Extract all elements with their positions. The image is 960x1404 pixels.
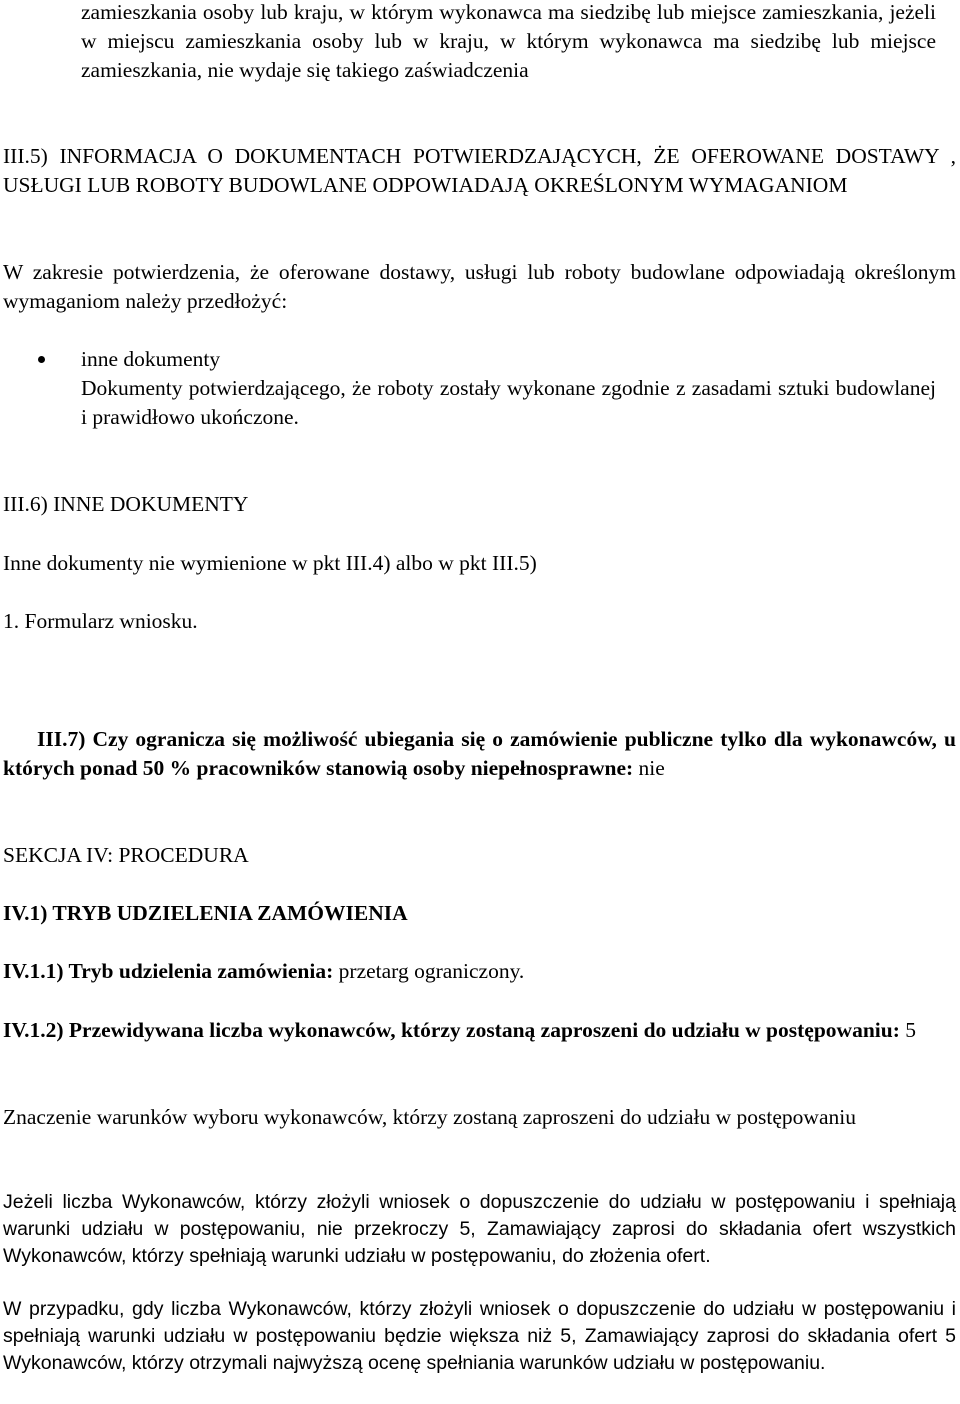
section-4-1-heading: IV.1) TRYB UDZIELENIA ZAMÓWIENIA [3, 901, 408, 925]
bullet-text: Dokumenty potwierdzającego, że roboty zostały wykonane zgodnie z zasadami sztuki budowlanej i prawidłowo ukończone. [81, 376, 936, 429]
section-3-6-heading: III.6) INNE DOKUMENTY [3, 492, 249, 516]
section-4-1-2-value: 5 [905, 1018, 916, 1042]
section-3-7-answer: nie [638, 756, 665, 780]
section-3-5-intro: W zakresie potwierdzenia, że oferowane dostawy, usługi lub roboty budowlane odpowiadają określonym wymaganiom należy przedłożyć: [3, 260, 956, 313]
section-4-1-1-label: IV.1.1) Tryb udzielenia zamówienia: [3, 959, 334, 983]
section-4-1-2 [3, 1016, 956, 1045]
section-3-5-heading: III.5) INFORMACJA O DOKUMENTACH POTWIERDZAJĄCYCH, ŻE OFEROWANE DOSTAWY , USŁUGI LUB ROBOTY BUDOWLANE ODPOWIADAJĄ OKREŚLONYM WYMAGANIOM [3, 144, 956, 197]
section-4-1-2-label: IV.1.2) Przewidywana liczba wykonawców, którzy zostaną zaproszeni do udziału w postępowaniu: [3, 1018, 900, 1042]
criteria-heading: Znaczenie warunków wyboru wykonawców, którzy zostaną zaproszeni do udziału w postępowaniu [3, 1105, 856, 1129]
section-3-6-line2: 1. Formularz wniosku. [3, 609, 198, 633]
intro-paragraph: zamieszkania osoby lub kraju, w którym wykonawca ma siedzibę lub miejsce zamieszkania, jeżeli w miejscu zamieszkania osoby lub w kraju, w którym wykonawca ma siedzibę lub miejsce zamieszkania, nie wydaje się takiego zaświadczenia [81, 0, 936, 82]
section-3-7-question: III.7) Czy ogranicza się możliwość ubiegania się o zamówienie publiczne tylko dla wykonawców, u których ponad 50 % pracowników stanowią osoby niepełnosprawne: [3, 727, 956, 780]
section-3-6-line1: Inne dokumenty nie wymienione w pkt III.4) albo w pkt III.5) [3, 551, 537, 575]
section-3-7 [3, 725, 956, 783]
criteria-paragraph-1: Jeżeli liczba Wykonawców, którzy złożyli wniosek o dopuszczenie do udziału w postępowaniu i spełniają warunki udziału w postępowaniu, nie przekroczy 5, Zamawiający zaprosi do składania ofert wszystkich Wykonawców, którzy spełniają warunki udziału w postępowaniu, do złożenia ofert. [3, 1191, 956, 1267]
section-4-1-1-value: przetarg ograniczony. [338, 959, 525, 983]
section-4-1-1 [3, 957, 956, 986]
section-4-title: SEKCJA IV: PROCEDURA [3, 843, 249, 867]
bullet-title: inne dokumenty [81, 347, 221, 371]
bullet-icon [38, 356, 45, 363]
criteria-paragraph-2: W przypadku, gdy liczba Wykonawców, którzy złożyli wniosek o dopuszczenie do udziału w postępowaniu i spełniają warunki udziału w postępowaniu będzie większa niż 5, Zamawiający zaprosi do składania ofert 5 Wykonawców, którzy otrzymali najwyższą ocenę spełniania warunków udziału w postępowaniu. [3, 1298, 956, 1374]
